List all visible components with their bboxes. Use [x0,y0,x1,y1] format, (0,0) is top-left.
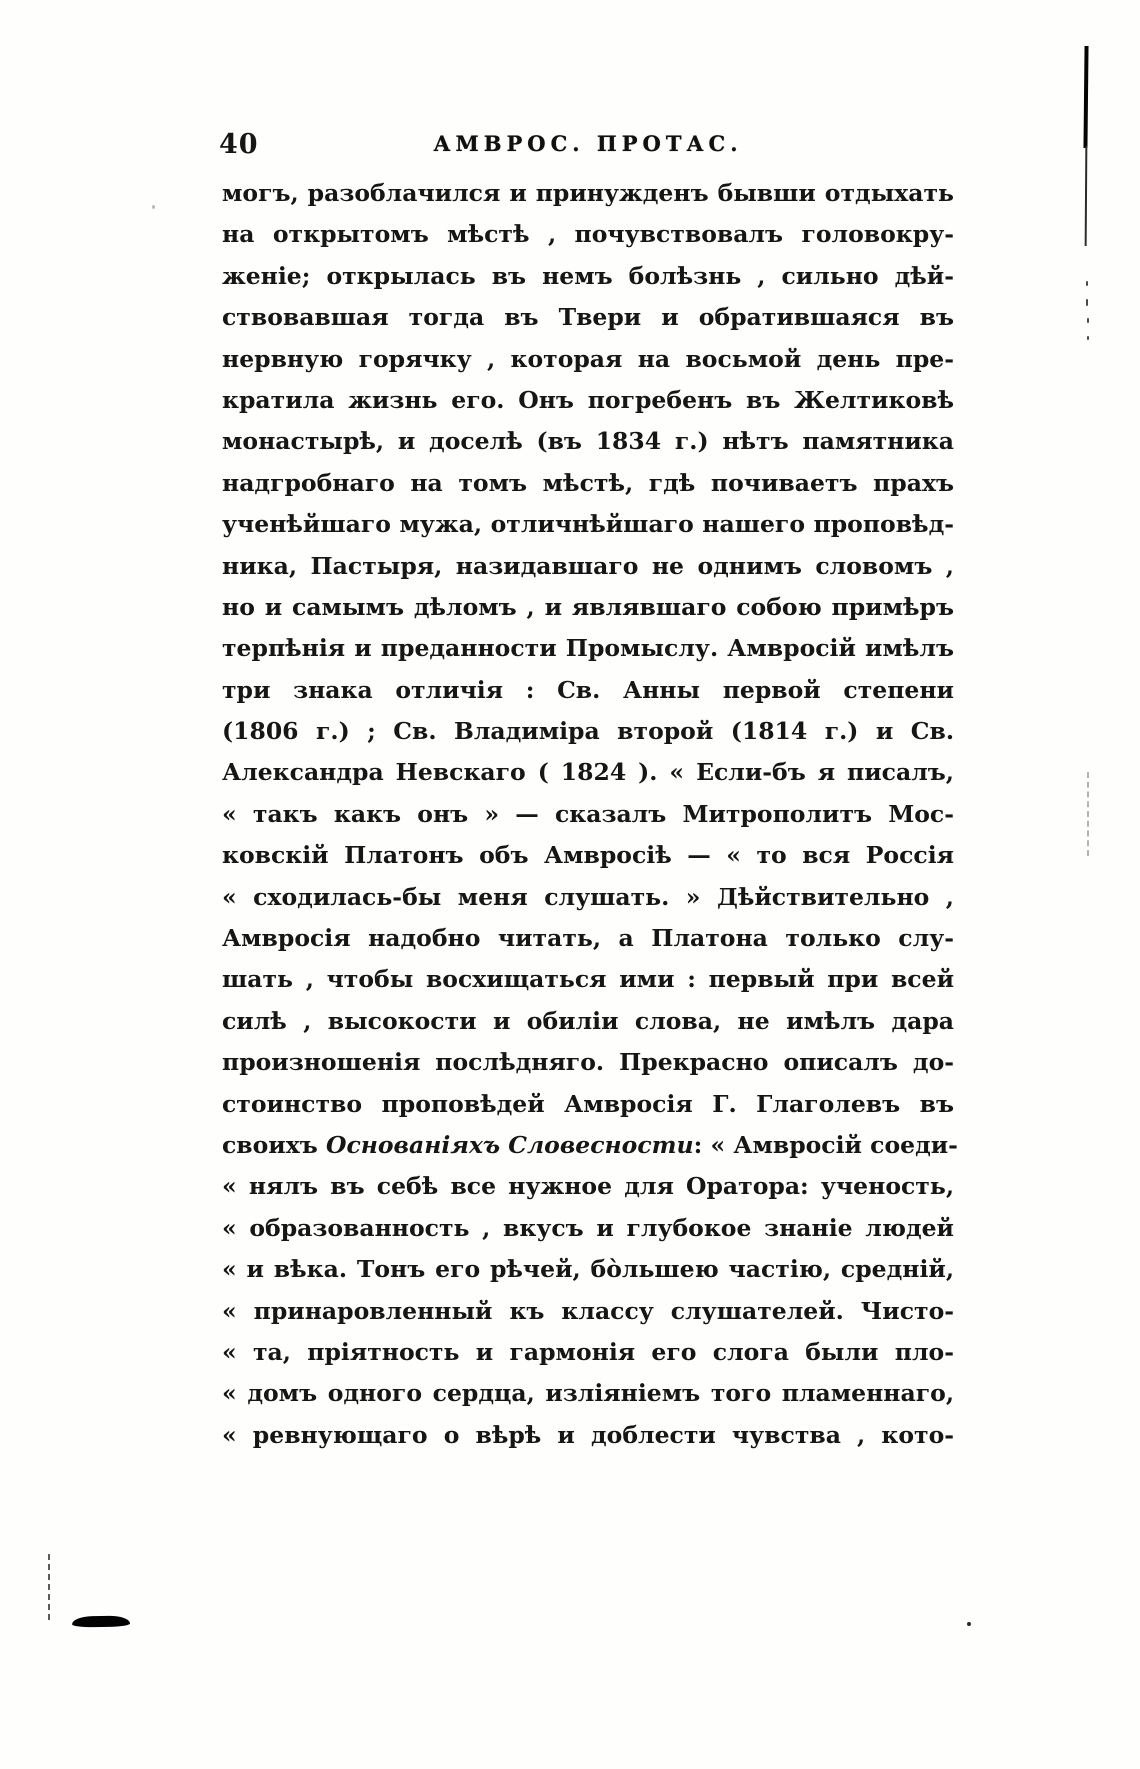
scan-dot-artifact [1087,318,1089,323]
scan-speck-artifact [152,205,155,209]
scan-dot-artifact [1086,299,1088,306]
text-line: ковскій Платонъ объ Амвросіѣ — « то вся Россія [222,841,954,870]
text-line: « сходилась-бы меня слушать. » Дѣйствительно , [222,882,954,911]
text-line: на открытомъ мѣстѣ , почувствовалъ головокру- [222,220,954,249]
text-line: « домъ одного сердца, изліяніемъ того пламеннаго, [222,1379,954,1408]
scan-dot-artifact [1086,281,1088,286]
scan-dot-artifact [1087,336,1089,340]
text-line: Александра Невскаго ( 1824 ). « Если-бъ я писалъ, [222,758,954,787]
ink-blob-artifact [72,1616,130,1628]
page-number: 40 [219,129,259,160]
scan-dashed-line-artifact [1087,772,1089,856]
text-line: произношенія послѣдняго. Прекрасно описалъ до- [222,1048,954,1077]
scan-speck-artifact [967,1622,971,1626]
scan-edge-line-artifact [1085,146,1088,246]
text-line: « принаровленный къ классу слушателей. Чисто- [222,1296,954,1325]
text-block [222,173,958,1456]
text-line: терпѣнія и преданности Промыслу. Амвросій имѣлъ [222,634,954,663]
text-line: три знака отличія : Св. Анны первой степени [222,675,954,704]
text-line: монастырѣ, и доселѣ (въ 1834 г.) нѣтъ памятника [222,427,954,456]
text-line: « образованность , вкусъ и глубокое знаніе людей [222,1213,954,1242]
text-line: но и самымъ дѣломъ , и являвшаго собою примѣръ [222,592,954,621]
text-line: кратила жизнь его. Онъ погребенъ въ Желтиковѣ [222,385,954,414]
text-line: « ревнующаго о вѣрѣ и доблести чувства , кото- [222,1420,954,1449]
text-line: могъ, разоблачился и принужденъ бывши отдыхать [222,179,954,207]
text-line: (1806 г.) ; Св. Владиміра второй (1814 г.) и Св. [222,717,954,746]
text-line: своихъ Основаніяхъ Словесности: « Амвросій соеди- [222,1130,958,1159]
text-line: « нялъ въ себѣ все нужное для Оратора: ученость, [222,1172,954,1201]
text-line: стоинство проповѣдей Амвросія Г. Глаголевъ въ [222,1089,954,1118]
text-line: надгробнаго на томъ мѣстѣ, гдѣ почиваетъ прахъ [222,468,954,497]
text-line: « такъ какъ онъ » — сказалъ Митрополитъ Мос- [222,799,954,828]
text-line: силѣ , высокости и обиліи слова, не имѣлъ дара [222,1006,954,1035]
text-line: ствовавшая тогда въ Твери и обратившаяся въ [222,303,954,332]
running-head: АМВРОС. ПРОТАС. [433,131,743,156]
text-line: шать , чтобы восхищаться ими : первый при всей [222,965,954,994]
text-line: нервную горячку , которая на восьмой день пре- [222,344,954,373]
text-line: « и вѣка. Тонъ его рѣчей, бо̀льшею частію, средній, [222,1255,954,1284]
text-line: ученѣйшаго мужа, отличнѣйшаго нашего проповѣд- [222,510,954,539]
text-line: женіе; открылась въ немъ болѣзнь , сильно дѣй- [222,261,954,290]
scan-edge-line-artifact [1083,46,1088,148]
text-line: ника, Пастыря, назидавшаго не однимъ словомъ , [222,551,954,580]
scan-dashed-line-artifact [48,1554,50,1620]
text-line: Амвросія надобно читать, а Платона только слу- [222,924,954,953]
text-line: « та, пріятность и гармонія его слога были пло- [222,1337,954,1366]
